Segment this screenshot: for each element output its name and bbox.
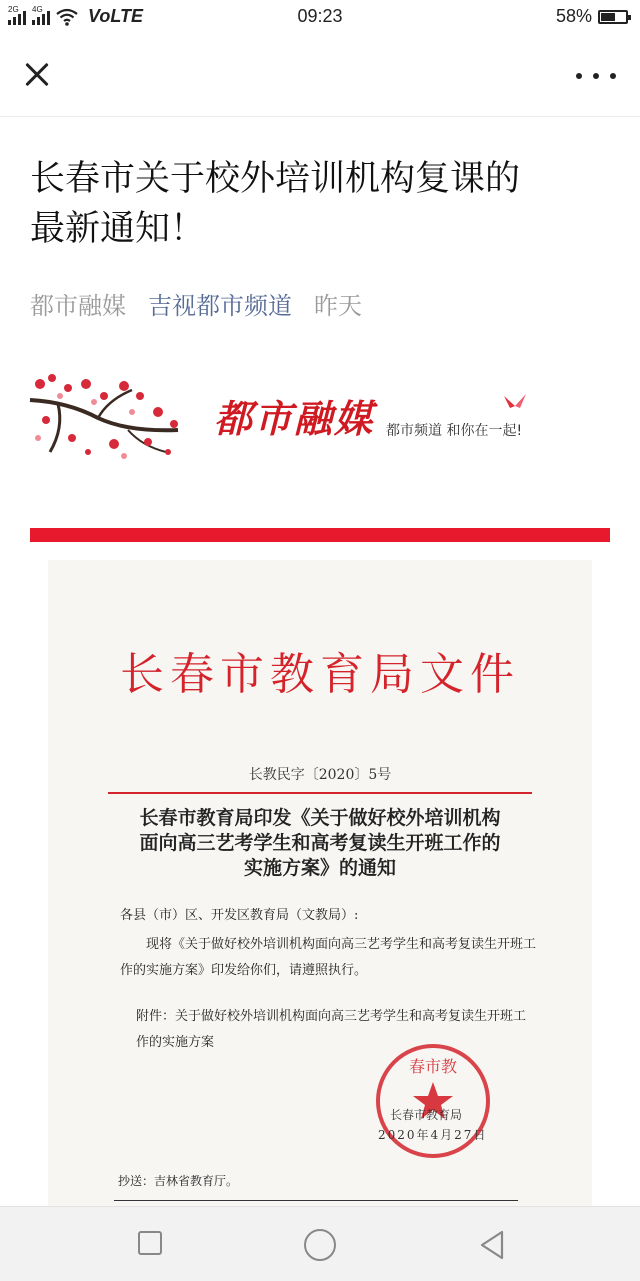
document-top-bar	[30, 528, 610, 542]
butterfly-icon	[502, 394, 528, 414]
document-title-line3: 实施方案》的通知	[243, 857, 396, 879]
publish-time: 昨天	[314, 292, 362, 320]
square-icon[interactable]	[138, 1231, 162, 1255]
article-title-line2: 最新通知！	[30, 209, 206, 249]
status-bar	[0, 0, 640, 34]
brand-banner-image	[28, 372, 588, 462]
document-body: 现将《关于做好校外培训机构面向高三艺考学生和高考复读生开班工作的实施方案》印发给你们，请遵照执行。	[120, 937, 537, 978]
seal-text: 春市教	[408, 1057, 458, 1076]
top-nav-bar	[0, 34, 640, 117]
document-title	[88, 806, 552, 881]
document-addressee: 各县（市）区、开发区教育局（文教局）:	[120, 908, 359, 923]
article-title	[30, 154, 610, 254]
network-type-label-2: 4G	[32, 4, 43, 14]
document-rule-top	[114, 1200, 518, 1201]
battery-status	[556, 6, 628, 27]
system-nav-bar	[0, 1206, 640, 1281]
banner-brand-text: 都市融媒	[214, 396, 375, 441]
document-paper	[48, 560, 592, 1280]
document-attachment: 附件：关于做好校外培训机构面向高三艺考学生和高考复读生开班工作的实施方案	[136, 1009, 527, 1050]
back-triangle-icon[interactable]	[478, 1229, 506, 1261]
volte-label: VoLTE	[88, 6, 143, 26]
circle-icon[interactable]	[304, 1229, 336, 1261]
status-time: 09:23	[297, 6, 343, 26]
battery-percent: 58%	[555, 6, 592, 26]
document-image[interactable]	[30, 528, 610, 1280]
document-header: 长春市教育局文件	[120, 649, 520, 700]
document-red-rule	[108, 792, 532, 794]
network-type-label: 2G	[8, 4, 19, 14]
plum-blossom-branch-icon	[28, 372, 188, 462]
document-title-line1: 长春市教育局印发《关于做好校外培训机构	[139, 807, 501, 829]
battery-icon	[598, 10, 628, 24]
account-link[interactable]: 吉视都市频道	[148, 292, 292, 320]
document-issuer: 长春市教育局	[390, 1108, 463, 1122]
document-number: 长教民字〔2020〕5号	[248, 767, 392, 783]
document-cc: 抄送：吉林省教育厅。	[118, 1174, 239, 1188]
article-source: 都市融媒	[30, 292, 126, 320]
more-dots-icon[interactable]	[576, 64, 616, 88]
article-meta	[30, 286, 362, 321]
close-icon[interactable]	[20, 58, 54, 92]
document-title-line2: 面向高三艺考学生和高考复读生开班工作的	[139, 832, 501, 854]
article-title-line1: 长春市关于校外培训机构复课的	[30, 159, 521, 199]
banner-slogan: 都市频道 和你在一起!	[386, 423, 523, 439]
document-issue-date: 2020年4月27日	[378, 1128, 488, 1142]
